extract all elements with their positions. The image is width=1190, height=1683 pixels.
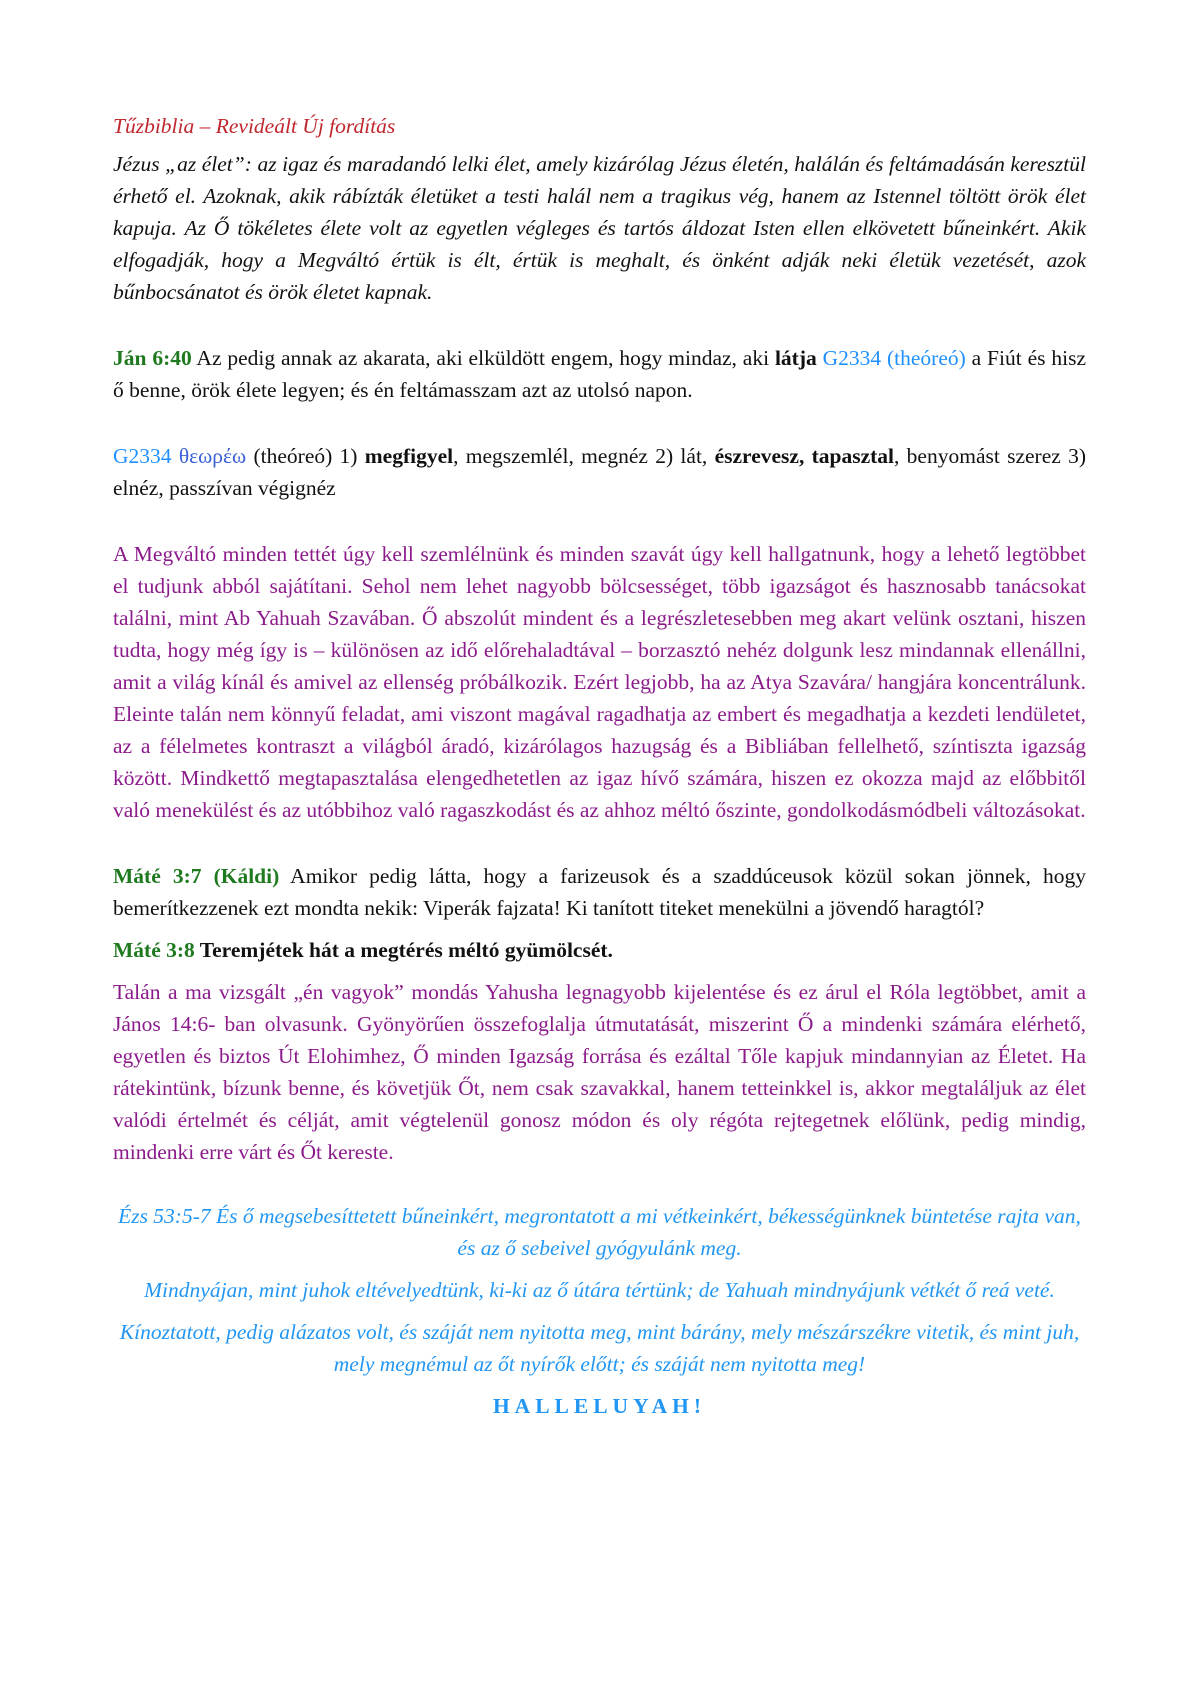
closing-hallelujah: HALLELUYAH!	[492, 1394, 707, 1418]
verse-mate-3-8	[113, 934, 1086, 966]
lexicon-text: , benyomást szerez 3) elnéz, passzívan végignéz	[113, 444, 1086, 500]
verse-text: Az pedig annak az akarata, aki elküldött engem, hogy mindaz, aki	[191, 346, 775, 370]
strong-code: G2334	[113, 444, 172, 468]
verse-text: Amikor pedig látta, hogy a farizeusok és a szaddúceusok közül sokan jönnek, hogy bemerítkezzenek ezt mondta nekik: Viperák fajzata! Ki tanított titeket menekülni a jövendő haragtól?	[113, 864, 1086, 920]
verse-reference: Ján 6:40	[113, 346, 192, 370]
document-title: Tűzbiblia – Revideált Új fordítás	[113, 114, 396, 138]
quote-isaiah-1: Ézs 53:5-7 És ő megsebesíttetett bűneinkért, megrontatott a mi vétkeinkért, békességünknek büntetése rajta van, és az ő sebeivel gyógyulánk meg.	[118, 1204, 1081, 1260]
commentary-paragraph-2: Talán a ma vizsgált „én vagyok” mondás Yahusha legnagyobb kijelentése és ez árul el Róla legtöbbet, amit a János 14:6- ban olvasunk. Gyönyörűen összefoglalja útmutatását, miszerint Ő a mindenki számára elérhető, egyetlen és biztos Út Elohimhez, Ő minden Igazság forrása és ezáltal Tőle kapjuk mindannyian az Életet. Ha rátekintünk, bízunk benne, és követjük Őt, nem csak szavakkal, hanem tetteinkkel is, akkor megtaláljuk az élet valódi értelmét és célját, amit végtelenül gonosz módon és oly régóta rejtegetnek előlünk, pedig mindig, mindenki erre várt és Őt kereste.	[113, 980, 1086, 1164]
quote-isaiah-2: Mindnyájan, mint juhok eltévelyedtünk, ki-ki az ő útára tértünk; de Yahuah mindnyájunk vétkét ő reá veté.	[144, 1278, 1055, 1302]
verse-reference: Máté 3:8	[113, 938, 195, 962]
verse-mate-3-7	[113, 860, 1086, 924]
lexicon-entry	[113, 440, 1086, 504]
quote-isaiah-3: Kínoztatott, pedig alázatos volt, és száját nem nyitotta meg, mint bárány, mely mészárszékre vitetik, és mint juh, mely megnémul az őt nyírők előtt; és száját nem nyitotta meg!	[119, 1320, 1080, 1376]
verse-text-continued: a Fiút és hisz ő benne, örök élete legyen; és én feltámasszam azt az utolsó napon.	[113, 346, 1086, 402]
intro-paragraph: Jézus „az élet”: az igaz és maradandó lelki élet, amely kizárólag Jézus életén, halálán és feltámadásán keresztül érhető el. Azoknak, akik rábízták életüket a testi halál nem a tragikus vég, hanem az Istennel töltött örök élet kapuja. Az Ő tökéletes élete volt az egyetlen végleges és tartós áldozat Isten ellen elkövetett bűneinkért. Akik elfogadják, hogy a Megváltó értük is élt, értük is meghalt, és önként adják neki életük vezetését, azok bűnbocsánatot és örök életet kapnak.	[113, 152, 1086, 304]
verse-text-bold: Teremjétek hát a megtérés méltó gyümölcsét.	[194, 938, 613, 962]
lexicon-text: (theóreó) 1)	[246, 444, 365, 468]
greek-word: θεωρέω	[171, 444, 247, 468]
strong-number-link: G2334 (theóreó)	[816, 346, 966, 370]
verse-reference: Máté 3:7 (Káldi)	[113, 864, 280, 888]
commentary-paragraph-1: A Megváltó minden tettét úgy kell szemlélnünk és minden szavát úgy kell hallgatnunk, hogy a lehető legtöbbet el tudjunk abból sajátítani. Sehol nem lehet nagyobb bölcsességet, több igazságot és hasznosabb tanácsokat találni, mint Ab Yahuah Szavában. Ő abszolút mindent és a legrészletesebben meg akart velünk osztani, hiszen tudta, hogy még így is – különösen az idő előrehaladtával – borzasztó nehéz dolgunk lesz mindannak ellenállni, amit a világ kínál és amivel az ellenség próbálkozik. Ezért legjobb, ha az Atya Szavára/ hangjára koncentrálunk. Eleinte talán nem könnyű feladat, ami viszont magával ragadhatja az embert és megadhatja a kezdeti lendületet, az a félelmetes kontraszt a világból áradó, kizárólagos hazugság és a Bibliában fellelhető, színtiszta igazság között. Mindkettő megtapasztalása elengedhetetlen az igaz hívő számára, hiszen ez okozza majd az előbbitől való menekülést és az utóbbihoz való ragaszkodást és az ahhoz méltó őszinte, gondolkodásmódbeli változásokat.	[113, 542, 1086, 822]
lexicon-bold-2: észrevesz, tapasztal	[714, 444, 895, 468]
lexicon-text: , megszemlél, megnéz 2) lát,	[453, 444, 715, 468]
verse-bold-word: látja	[774, 346, 817, 370]
verse-jan-6-40	[113, 342, 1086, 406]
document-page	[113, 110, 1086, 1422]
lexicon-bold-1: megfigyel	[364, 444, 454, 468]
